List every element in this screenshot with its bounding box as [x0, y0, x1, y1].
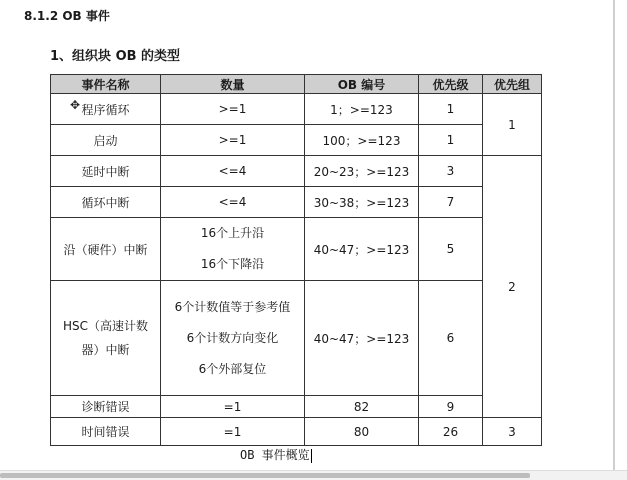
header-priority: 优先级	[419, 75, 483, 94]
cell-priority: 5	[419, 218, 483, 281]
section-title: 8.1.2 OB 事件	[24, 9, 110, 23]
cell-event-name: 延时中断	[51, 156, 161, 187]
quantity-line: 6个计数方向变化	[186, 330, 279, 345]
subsection-title: 1、组织块 OB 的类型	[50, 49, 181, 64]
header-ob-number: OB 编号	[305, 75, 419, 94]
header-event-name: 事件名称	[51, 75, 161, 94]
page-right-border	[613, 0, 615, 479]
cell-quantity: <=4	[161, 187, 305, 218]
table-row	[51, 218, 542, 281]
cell-priority-group: 2	[483, 156, 542, 418]
cell-event-name: 程序循环	[51, 94, 161, 125]
cell-quantity	[161, 218, 305, 281]
cell-quantity: =1	[161, 418, 305, 446]
cell-quantity: =1	[161, 396, 305, 418]
cell-priority: 7	[419, 187, 483, 218]
table-header-row	[51, 75, 542, 94]
cell-ob-number: 80	[305, 418, 419, 446]
cell-ob-number: 100；>=123	[305, 125, 419, 156]
table-row	[51, 396, 542, 418]
cell-quantity: <=4	[161, 156, 305, 187]
cell-priority-group: 3	[483, 418, 542, 446]
quantity-line: 16个下降沿	[200, 257, 265, 271]
caption-text: OB 事件概览	[240, 448, 310, 462]
header-priority-group: 优先组	[483, 75, 542, 94]
cell-ob-number: 40~47；>=123	[305, 281, 419, 396]
move-cursor-icon: ✥	[70, 98, 81, 112]
quantity-line: 6个外部复位	[198, 361, 267, 376]
cell-event-name: HSC（高速计数器）中断	[51, 281, 161, 396]
ob-type-table	[50, 74, 542, 446]
cell-event-name: 诊断错误	[51, 396, 161, 418]
cell-quantity: >=1	[161, 125, 305, 156]
text-cursor	[311, 449, 312, 463]
cell-event-name: 时间错误	[51, 418, 161, 446]
cell-event-name: 启动	[51, 125, 161, 156]
cell-priority: 9	[419, 396, 483, 418]
scrollbar-thumb[interactable]	[0, 473, 530, 478]
cell-ob-number: 82	[305, 396, 419, 418]
table-row	[51, 418, 542, 446]
cell-event-name: 沿（硬件）中断	[51, 218, 161, 281]
header-quantity: 数量	[161, 75, 305, 94]
quantity-line: 6个计数值等于参考值	[174, 299, 291, 314]
cell-ob-number: 40~47；>=123	[305, 218, 419, 281]
cell-priority: 3	[419, 156, 483, 187]
cell-priority-group: 1	[483, 94, 542, 156]
table-row	[51, 125, 542, 156]
cell-event-name: 循环中断	[51, 187, 161, 218]
table-row	[51, 156, 542, 187]
table-row	[51, 281, 542, 396]
cell-quantity	[161, 281, 305, 396]
cell-priority: 26	[419, 418, 483, 446]
cell-ob-number: 20~23；>=123	[305, 156, 419, 187]
cell-priority: 6	[419, 281, 483, 396]
cell-ob-number: 1；>=123	[305, 94, 419, 125]
table-caption	[240, 446, 312, 463]
table-row	[51, 187, 542, 218]
cell-quantity: >=1	[161, 94, 305, 125]
cell-priority: 1	[419, 94, 483, 125]
table-row	[51, 94, 542, 125]
cell-ob-number: 30~38；>=123	[305, 187, 419, 218]
cell-priority: 1	[419, 125, 483, 156]
quantity-line: 16个上升沿	[200, 226, 265, 240]
